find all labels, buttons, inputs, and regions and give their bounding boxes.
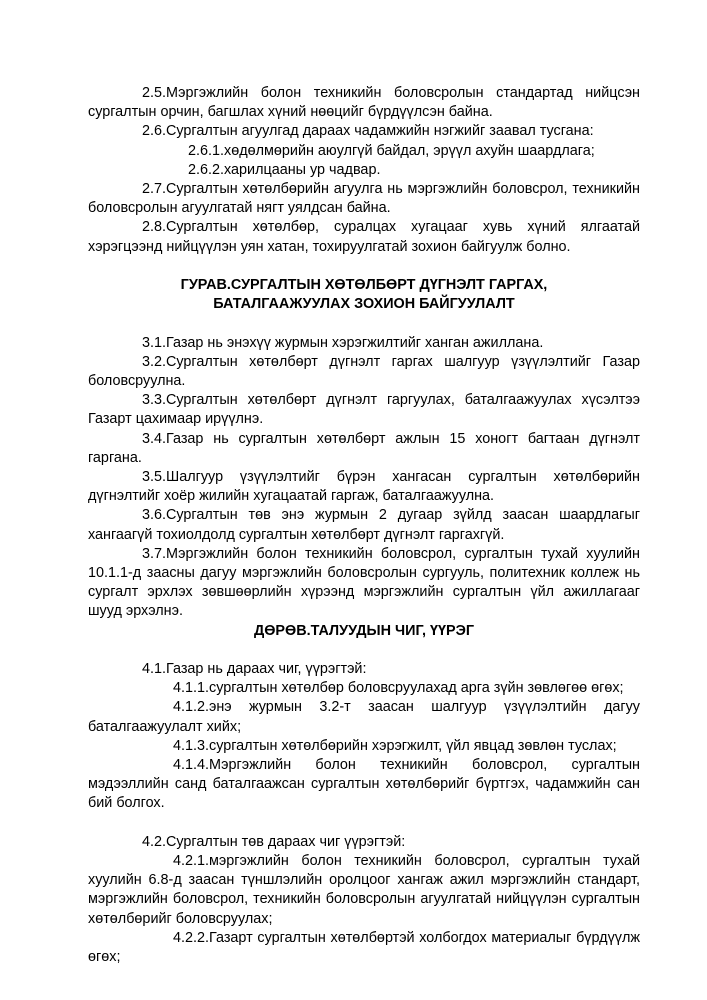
clause-3-2: 3.2.Сургалтын хөтөлбөрт дүгнэлт гаргах шалгуур үзүүлэлтийг Газар боловсруулна.: [88, 353, 640, 390]
clause-2-6: 2.6.Сургалтын агуулгад дараах чадамжийн нэгжийг заавал тусгана:: [142, 123, 594, 140]
clause-4-1-1: 4.1.1.сургалтын хөтөлбөр боловсруулахад арга зүйн зөвлөгөө өгөх;: [173, 680, 624, 697]
clause-2-8: 2.8.Сургалтын хөтөлбөр, суралцах хугацааг хувь хүний ялгаатай хэрэгцээнд нийцүүлэн уян хатан, тохируулгатай зохион байгуулж болно.: [88, 219, 640, 255]
clause-3-5: 3.5.Шалгуур үзүүлэлтийг бүрэн хангасан сургалтын хөтөлбөрийн дүгнэлтийг хоёр жилийн хугацаатай гаргаж, баталгаажуулна.: [88, 469, 640, 505]
clause-4-1-3: 4.1.3.сургалтын хөтөлбөрийн хэрэгжилт, үйл явцад зөвлөн туслах;: [173, 737, 617, 754]
clause-2-6-1: 2.6.1.хөдөлмөрийн аюулгүй байдал, эрүүл ахуйн шаардлага;: [188, 142, 595, 159]
section-three-heading-line-1: ГУРАВ.СУРГАЛТЫН ХӨТӨЛБӨРТ ДҮГНЭЛТ ГАРГАХ,: [180, 277, 548, 294]
clause-3-4: 3.4.Газар нь сургалтын хөтөлбөрт ажлын 15 хоногт багтаан дүгнэлт гаргана.: [88, 430, 640, 466]
clause-2-6-2: 2.6.2.харилцааны ур чадвар.: [188, 161, 381, 178]
document-body: [88, 84, 640, 967]
clause-4-1-2: 4.1.2.энэ журмын 3.2-т заасан шалгуур үзүүлэлтийн дагуу баталгаажуулалт хийх;: [88, 699, 640, 735]
clause-2-5: 2.5.Мэргэжлийн болон техникийн боловсролын стандартад нийцсэн сургалтын орчин, багшлах хүний нөөцийг бүрдүүлсэн байна.: [88, 85, 640, 121]
clause-3-6: 3.6.Сургалтын төв энэ журмын 2 дугаар зүйлд заасан шаардлагыг хангаагүй тохиолдолд сургалтын хөтөлбөрт дүгнэлт гаргахгүй.: [88, 507, 640, 543]
clause-4-2-1: 4.2.1.мэргэжлийн болон техникийн боловсрол, сургалтын тухай хуулийн 6.8-д заасан түншлэлийн оролцоог хангаж ажил мэргэжлийн стандарт, мэргэжлийн боловсрол, техникийн боловсролын агуулгатай нийцүүлэн сургалтын хөтөлбөрийг боловсруулах;: [88, 853, 640, 927]
clause-2-7: 2.7.Сургалтын хөтөлбөрийн агуулга нь мэргэжлийн боловсрол, техникийн боловсролын агуулгатай нягт уялдсан байна.: [88, 181, 640, 217]
clause-4-2: 4.2.Сургалтын төв дараах чиг үүрэгтэй:: [142, 833, 406, 850]
section-four-heading: ДӨРӨВ.ТАЛУУДЫН ЧИГ, ҮҮРЭГ: [253, 622, 475, 639]
section-three-heading-line-2: БАТАЛГААЖУУЛАХ ЗОХИОН БАЙГУУЛАЛТ: [213, 296, 515, 313]
clause-4-2-2: 4.2.2.Газарт сургалтын хөтөлбөртэй холбогдох материалыг бүрдүүлж өгөх;: [88, 929, 640, 966]
clause-3-1: 3.1.Газар нь энэхүү журмын хэрэгжилтийг ханган ажиллана.: [142, 334, 544, 351]
clause-4-1: 4.1.Газар нь дараах чиг, үүрэгтэй:: [142, 661, 367, 678]
clause-3-3: 3.3.Сургалтын хөтөлбөрт дүгнэлт гаргуулах, баталгаажуулах хүсэлтээ Газарт цахимаар ирүүлнэ.: [88, 392, 640, 428]
clause-3-7: 3.7.Мэргэжлийн болон техникийн боловсрол, сургалтын тухай хуулийн 10.1.1-д заасны дагуу мэргэжлийн боловсролын сургууль, политехник коллеж нь сургалт эрхлэх зөвшөөрлийн хүрээнд мэргэжлийн сургалтын үйл ажиллагааг шууд эрхэлнэ.: [88, 545, 640, 620]
clause-4-1-4: 4.1.4.Мэргэжлийн болон техникийн боловсрол, сургалтын мэдээллийн санд баталгаажсан сургалтын хөтөлбөрийг бүртгэх, чадамжийн сан бий болгох.: [88, 757, 640, 812]
